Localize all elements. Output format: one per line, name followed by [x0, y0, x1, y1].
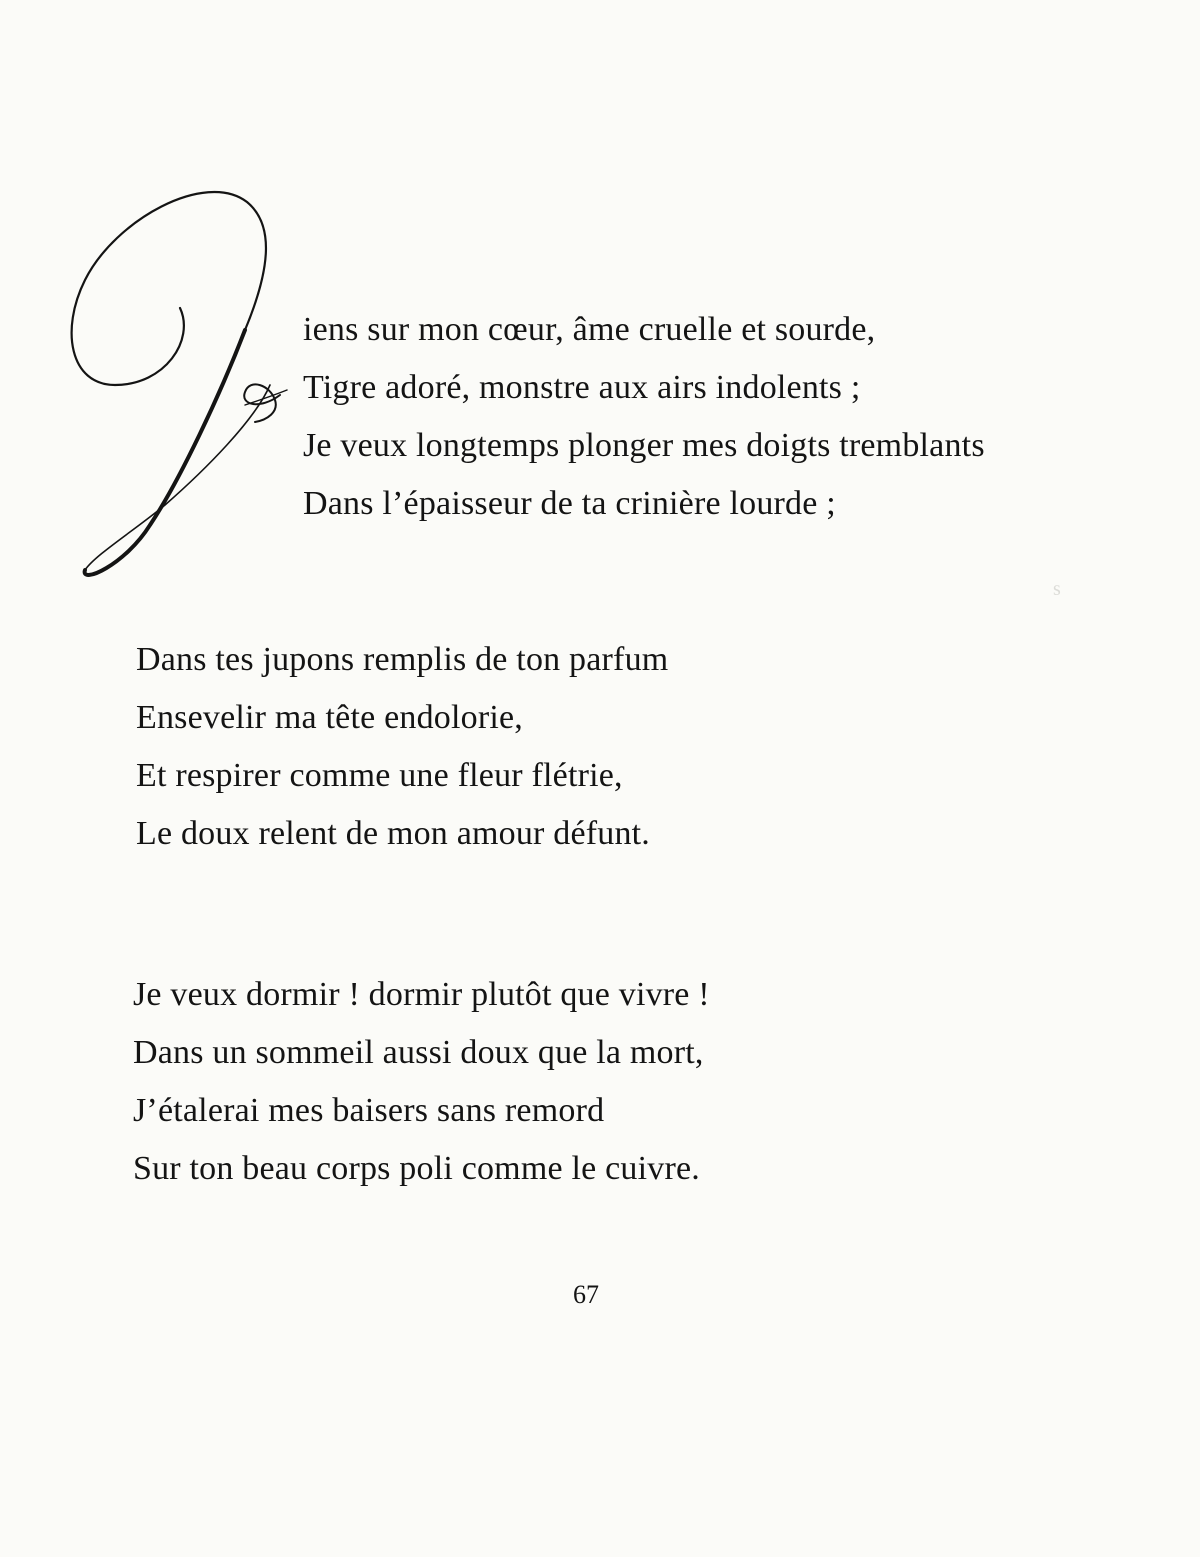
- verse-line: Dans un sommeil aussi doux que la mort,: [133, 1034, 704, 1071]
- calligraphic-initial-v: [55, 180, 295, 600]
- stanza-3: [133, 966, 710, 1198]
- verse-line: iens sur mon cœur, âme cruelle et sourde,: [303, 311, 876, 348]
- verse-line: Dans tes jupons remplis de ton parfum: [136, 641, 669, 678]
- verse-line: Et respirer comme une fleur flétrie,: [136, 757, 623, 794]
- verse-line: Je veux longtemps plonger mes doigts tremblants: [303, 427, 985, 464]
- verse-line: Je veux dormir ! dormir plutôt que vivre !: [133, 976, 710, 1013]
- page-number: 67: [573, 1280, 599, 1309]
- verse-line: Ensevelir ma tête endolorie,: [136, 699, 524, 736]
- verse-line: Dans l’épaisseur de ta crinière lourde ;: [303, 485, 836, 522]
- stanza-1: [303, 301, 985, 533]
- verse-line: J’étalerai mes baisers sans remord: [133, 1092, 605, 1129]
- verse-line: Sur ton beau corps poli comme le cuivre.: [133, 1150, 700, 1187]
- stanza-2: [136, 631, 668, 863]
- verse-line: Le doux relent de mon amour défunt.: [136, 815, 651, 852]
- show-through-mark: s: [1053, 578, 1061, 600]
- verse-line: Tigre adoré, monstre aux airs indolents ;: [303, 369, 861, 406]
